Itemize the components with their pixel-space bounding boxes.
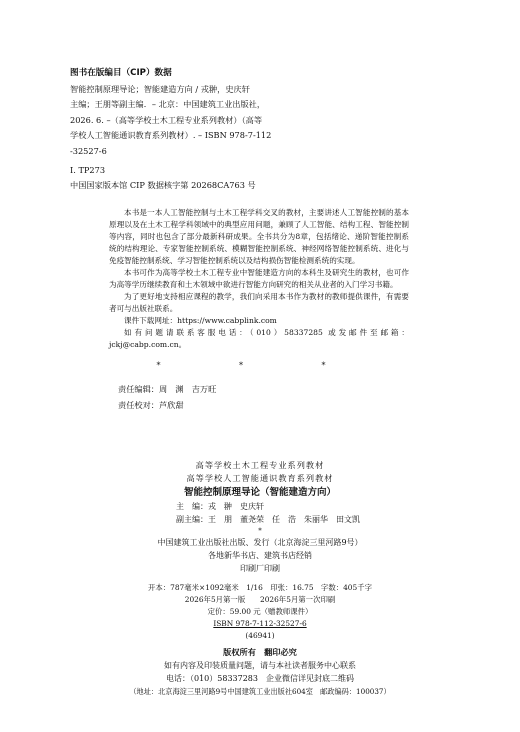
- cip-line: 主编；王朋等副主编．– 北京：中国建筑工业出版社，: [70, 99, 266, 110]
- editors-list: [176, 500, 520, 526]
- edition-line: 2026年5月第一版 2026年5月第一次印刷: [184, 595, 336, 604]
- quality-notice: 如有内容及印装质量问题，请与本社读者服务中心联系: [164, 661, 356, 670]
- service-phone: 电话：（010）58337283 企业微信详见封底二维码: [166, 674, 354, 683]
- publisher-line: 中国建筑工业出版社出版、发行（北京海淀三里河路9号）: [157, 538, 363, 547]
- cip-record-number: 中国国家版本馆 CIP 数据核字第 20268CA763 号: [70, 180, 256, 191]
- cip-line: 2026. 6. –（高等学校土木工程专业系列教材）（高等: [70, 114, 263, 125]
- imprint-block: [0, 459, 520, 698]
- star-divider: *: [258, 527, 262, 535]
- cip-heading: 图书在版编目（CIP）数据: [70, 68, 172, 78]
- price-line: 定价：59.00 元（赠教师课件）: [207, 607, 313, 616]
- series-title-civil: 高等学校土木工程专业系列教材: [195, 460, 325, 470]
- responsible-editor: 责任编辑：周 渊 吉万旺: [118, 384, 217, 394]
- responsible-proofreader: 责任校对：芦欣甜: [118, 400, 184, 410]
- intro-paragraph: 本书是一本人工智能控制与土木工程学科交叉的教材，主要讲述人工智能控制的基本原理以及在土木工程学科领域中的典型应用问题，兼顾了人工智能、结构工程、智能控制等内容，同时也包含了部分最新科研成果。全书共分为8章，包括绪论、递阶智能控制系统的结构理论、专家智能控制系统、模糊智能控制系统、神经网络智能控制系统、进化与免疫智能控制系统、学习智能控制系统以及结构损伤智能检测系统的实现。: [109, 208, 409, 265]
- cip-data-block: [60, 66, 400, 194]
- cip-line: 智能控制原理导论；智能建造方向 / 戎翀，史庆轩: [70, 83, 250, 94]
- series-title-ai: 高等学校人工智能通识教育系列教材: [186, 473, 334, 483]
- chief-editors: 主 编：戎 翀 史庆轩: [176, 502, 264, 511]
- rights-reserved: 版权所有 翻印必究: [223, 647, 297, 657]
- internal-code: (46941): [245, 631, 275, 640]
- cip-line: -32527-6: [70, 145, 107, 156]
- cip-class-number: Ⅰ. TP273: [70, 164, 106, 175]
- courseware-url: 课件下载网址：https://www.cabplink.com: [124, 316, 277, 325]
- cip-line: 学校人工智能通识教育系列教材）. – ISBN 978-7-112: [70, 130, 272, 141]
- publisher-address: （地址：北京海淀三里河路9号中国建筑工业出版社604室 邮政编码：100037）: [129, 687, 391, 696]
- deputy-editors: 副主编：王 朋 董尧荣 任 浩 朱丽华 田文凯: [176, 515, 360, 524]
- book-introduction: [109, 207, 409, 351]
- book-title: 智能控制原理导论（智能建造方向）: [183, 487, 336, 498]
- intro-paragraph: 为了更好地支持相应课程的教学，我们向采用本书作为教材的教师提供课件，有需要者可与出版社联系。: [109, 292, 409, 313]
- distributor-line: 各地新华书店、建筑书店经销: [208, 551, 312, 560]
- section-divider-stars: * * *: [156, 361, 364, 370]
- isbn-line: ISBN 978-7-112-32527-6: [213, 619, 307, 628]
- intro-paragraph: 本书可作为高等学校土木工程专业中智能建造方向的本科生及研究生的教材，也可作为高等学历继续教育和土木领域中欲进行智能方向研究的相关从业者的入门学习书籍。: [109, 268, 409, 289]
- contact-service: 如有问题请联系客服电话：（010）58337285 或发邮件至邮箱：jckj@cabp.com.cn。: [109, 328, 409, 349]
- printer-line: 印刷厂印刷: [240, 564, 280, 573]
- editor-credits: [118, 381, 216, 413]
- format-specs: 开本：787毫米×1092毫米 1/16 印张：16.75 字数：405千字: [147, 583, 372, 592]
